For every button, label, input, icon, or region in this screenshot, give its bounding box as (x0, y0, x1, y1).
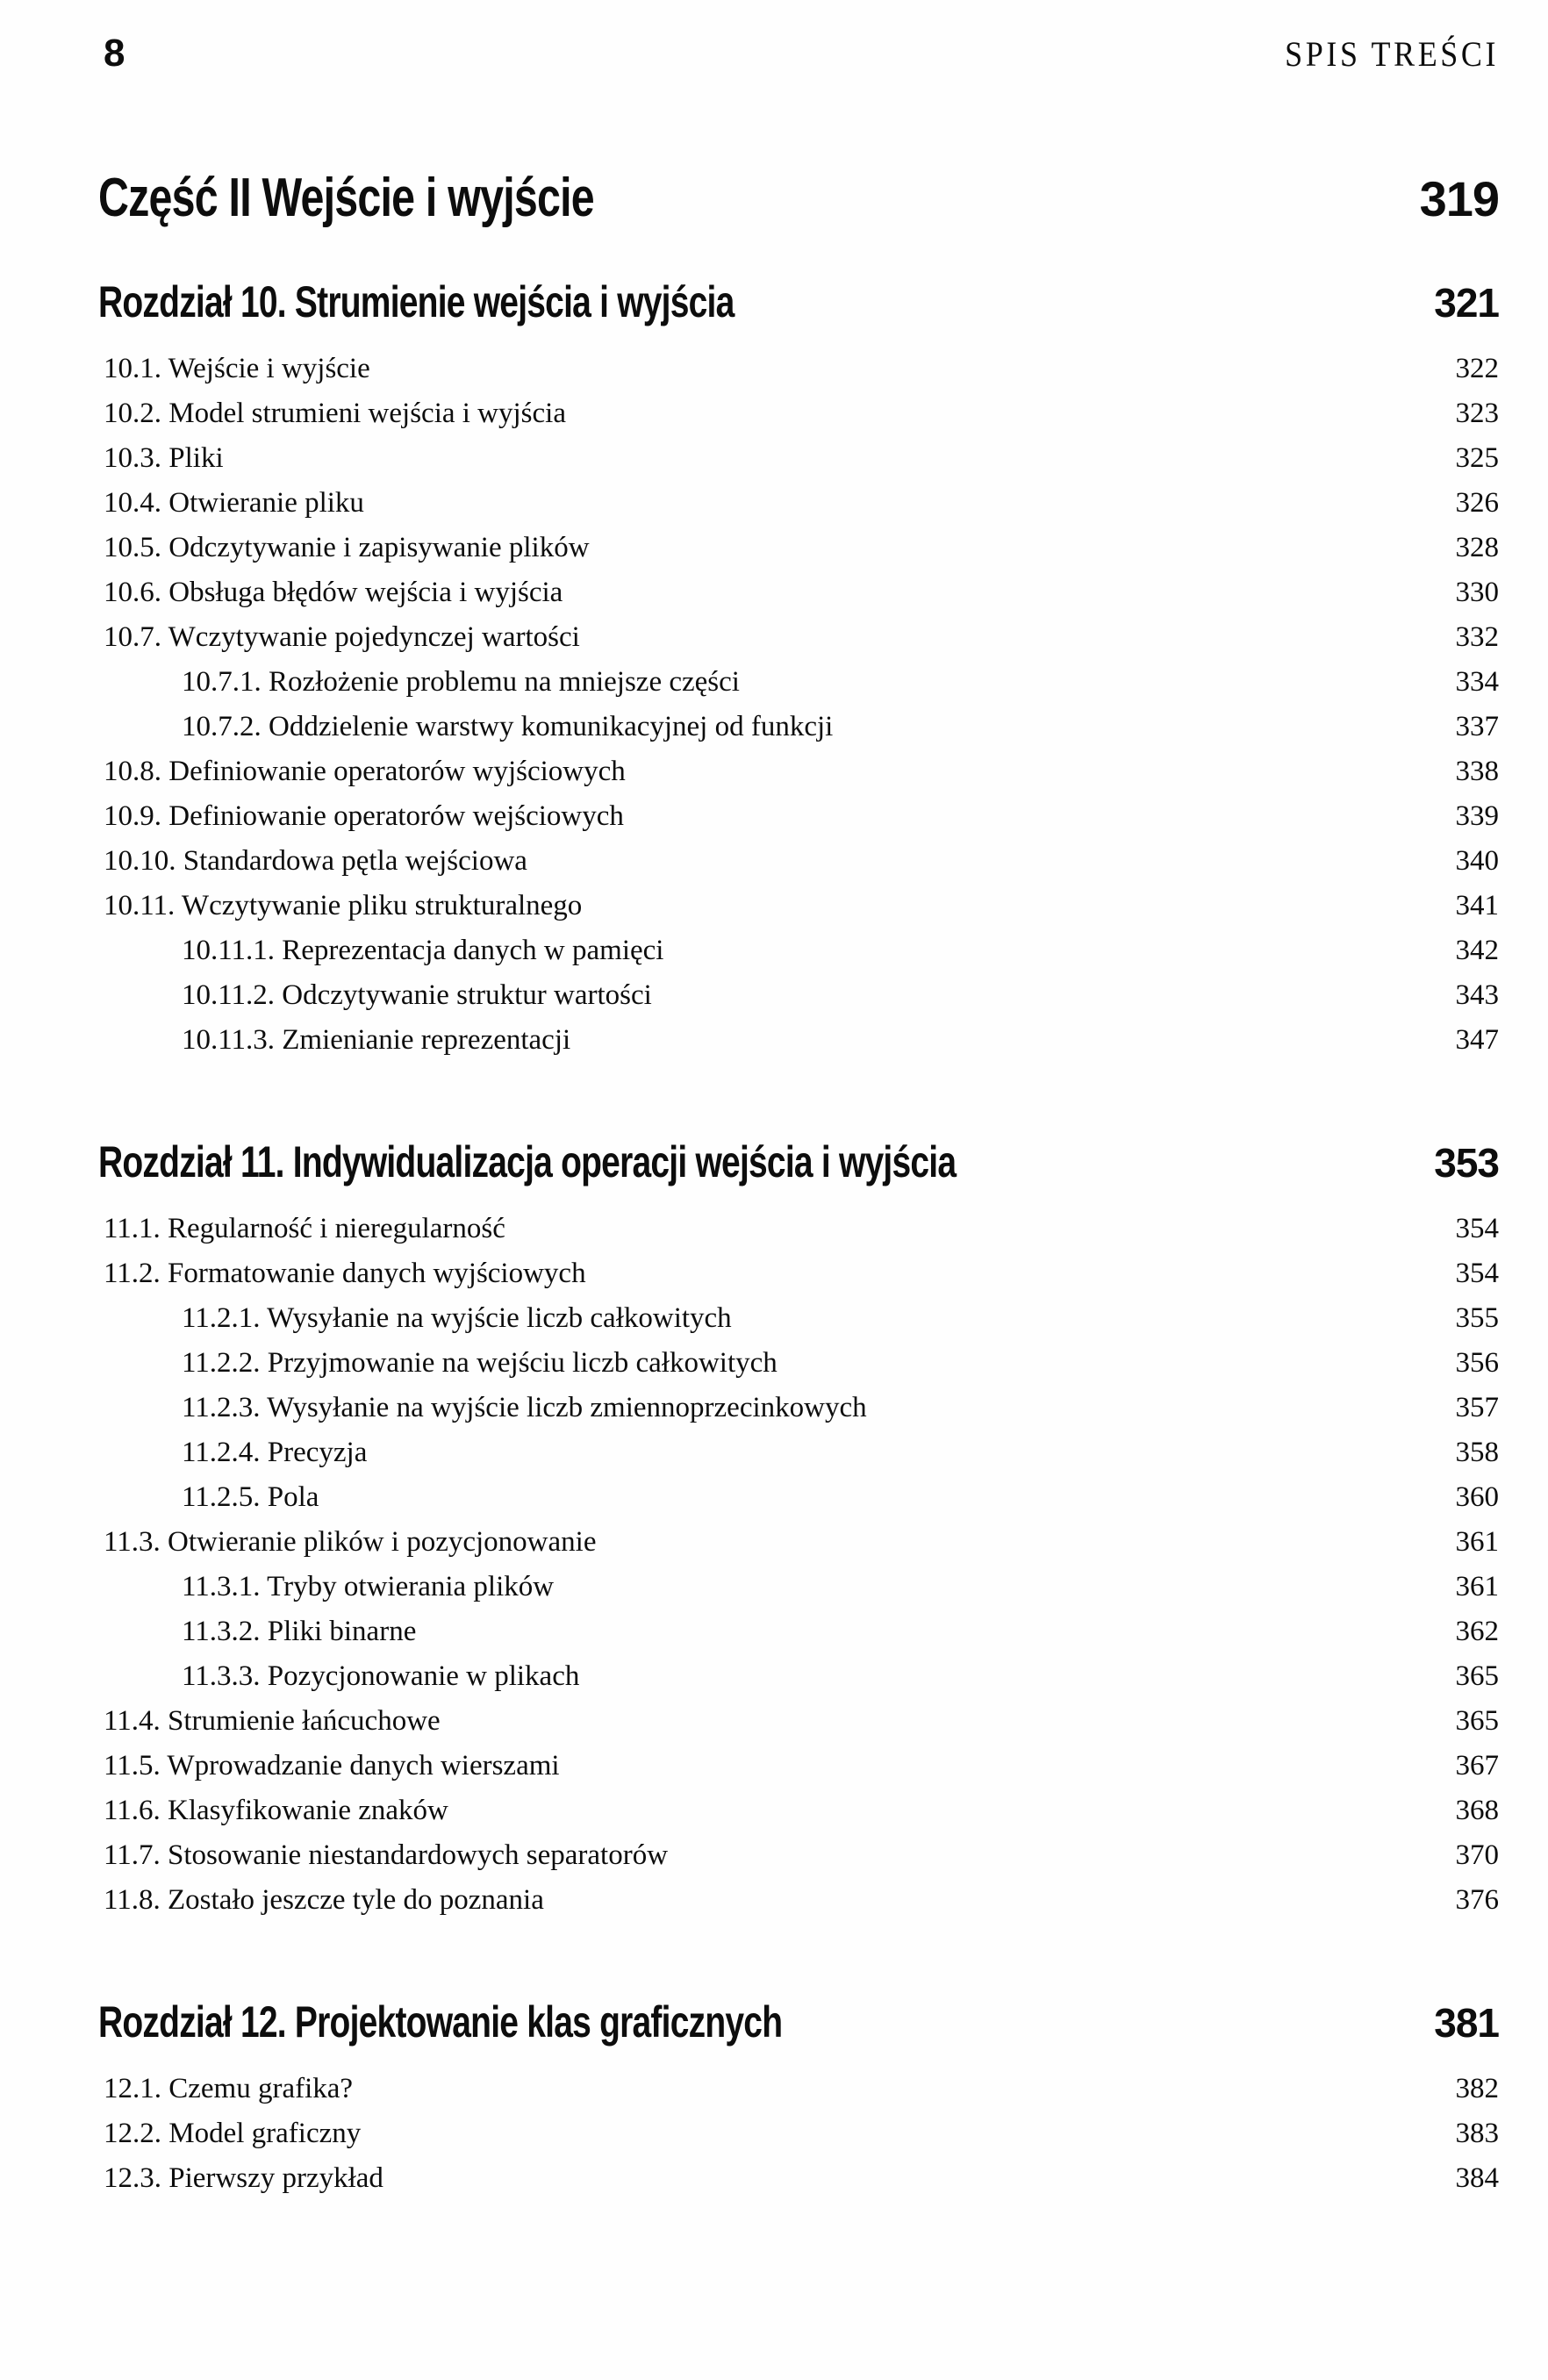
toc-entry (98, 1878, 1499, 1923)
entry-page-number: 360 (1455, 1481, 1499, 1513)
entry-label: 10.11.1. Reprezentacja danych w pamięci (182, 935, 664, 966)
entry-page-number: 384 (1455, 2162, 1499, 2194)
entry-page-number: 365 (1455, 1705, 1499, 1737)
entry-label: 11.6. Klasyfikowanie znaków (104, 1795, 448, 1826)
toc-entry (98, 1654, 1499, 1699)
entry-label: 11.4. Strumienie łańcuchowe (104, 1705, 441, 1737)
entry-label: 11.2.2. Przyjmowanie na wejściu liczb całkowitych (182, 1347, 778, 1379)
entry-label: 12.1. Czemu grafika? (104, 2073, 354, 2104)
entry-label: 11.1. Regularność i nieregularność (104, 1213, 505, 1244)
entry-label: 11.2.4. Precyzja (182, 1437, 368, 1468)
chapter-page-number: 353 (1434, 1140, 1499, 1186)
toc-entry (98, 1430, 1499, 1475)
entry-page-number: 383 (1455, 2118, 1499, 2149)
entry-label: 10.3. Pliki (104, 442, 224, 474)
entry-page-number: 361 (1455, 1526, 1499, 1558)
entry-label: 10.2. Model strumieni wejścia i wyjścia (104, 398, 566, 429)
entry-label: 10.10. Standardowa pętla wejściowa (104, 845, 527, 877)
entry-page-number: 332 (1455, 621, 1499, 653)
entry-page-number: 341 (1455, 890, 1499, 921)
part-page-number: 319 (1419, 171, 1499, 226)
entry-label: 10.5. Odczytywanie i zapisywanie plików (104, 532, 590, 563)
toc-entry (98, 1744, 1499, 1789)
chapter-section (98, 1139, 1499, 1923)
toc-entry (98, 1018, 1499, 1063)
chapter-title: Rozdział 11. Indywidualizacja operacji wejścia i wyjścia (98, 1137, 957, 1186)
toc-entry (98, 1833, 1499, 1878)
entry-page-number: 382 (1455, 2073, 1499, 2104)
chapter-title: Rozdział 10. Strumienie wejścia i wyjścia (98, 277, 735, 326)
entry-page-number: 343 (1455, 979, 1499, 1011)
chapter-title: Rozdział 12. Projektowanie klas graficznych (98, 1997, 783, 2047)
entry-page-number: 355 (1455, 1302, 1499, 1334)
toc-entry (98, 884, 1499, 928)
part-title: Część II Wejście i wyjście (98, 168, 594, 228)
toc-entry (98, 1520, 1499, 1565)
entry-page-number: 334 (1455, 666, 1499, 698)
entry-label: 10.6. Obsługa błędów wejścia i wyjścia (104, 577, 563, 608)
entry-label: 11.8. Zostało jeszcze tyle do poznania (104, 1884, 544, 1916)
entry-label: 11.2.5. Pola (182, 1481, 319, 1513)
entry-page-number: 367 (1455, 1750, 1499, 1781)
entry-page-number: 356 (1455, 1347, 1499, 1379)
toc-entry (98, 705, 1499, 749)
chapter-heading-row (98, 1139, 1499, 1185)
chapter-heading-row (98, 1999, 1499, 2045)
chapter-entries (98, 347, 1499, 1063)
entry-label: 10.7. Wczytywanie pojedynczej wartości (104, 621, 580, 653)
entry-page-number: 339 (1455, 800, 1499, 832)
entry-page-number: 358 (1455, 1437, 1499, 1468)
entry-page-number: 376 (1455, 1884, 1499, 1916)
toc-entry (98, 436, 1499, 481)
part-heading-row (98, 167, 1499, 231)
entry-page-number: 325 (1455, 442, 1499, 474)
entry-label: 10.7.1. Rozłożenie problemu na mniejsze części (182, 666, 740, 698)
entry-page-number: 338 (1455, 756, 1499, 787)
chapters (98, 279, 1499, 2277)
entry-label: 11.3.1. Tryby otwierania plików (182, 1571, 555, 1602)
entry-page-number: 365 (1455, 1660, 1499, 1692)
toc-entry (98, 749, 1499, 794)
chapter-section (98, 1999, 1499, 2201)
entry-label: 11.2. Formatowanie danych wyjściowych (104, 1258, 586, 1289)
entry-label: 10.11.2. Odczytywanie struktur wartości (182, 979, 652, 1011)
entry-label: 11.5. Wprowadzanie danych wierszami (104, 1750, 560, 1781)
entry-page-number: 370 (1455, 1839, 1499, 1871)
entry-label: 11.3.3. Pozycjonowanie w plikach (182, 1660, 580, 1692)
entry-page-number: 347 (1455, 1024, 1499, 1056)
toc-entry (98, 1475, 1499, 1520)
entry-page-number: 337 (1455, 711, 1499, 742)
toc-entry (98, 526, 1499, 570)
toc-entry (98, 1251, 1499, 1296)
entry-page-number: 362 (1455, 1616, 1499, 1647)
entry-page-number: 361 (1455, 1571, 1499, 1602)
chapter-heading-row (98, 279, 1499, 325)
toc-entry (98, 660, 1499, 705)
entry-page-number: 342 (1455, 935, 1499, 966)
entry-label: 11.2.1. Wysyłanie na wyjście liczb całkowitych (182, 1302, 732, 1334)
entry-page-number: 323 (1455, 398, 1499, 429)
toc-entry (98, 2111, 1499, 2156)
chapter-entries (98, 2067, 1499, 2201)
toc-entry (98, 347, 1499, 391)
entry-label: 10.7.2. Oddzielenie warstwy komunikacyjnej od funkcji (182, 711, 834, 742)
toc-entry (98, 1207, 1499, 1251)
chapter-section (98, 279, 1499, 1063)
entry-label: 11.7. Stosowanie niestandardowych separatorów (104, 1839, 669, 1871)
entry-label: 10.11. Wczytywanie pliku strukturalnego (104, 890, 583, 921)
toc-entry (98, 1789, 1499, 1833)
running-header (104, 32, 1499, 76)
toc-entry (98, 1609, 1499, 1654)
entry-page-number: 326 (1455, 487, 1499, 519)
running-head-title: SPIS TREŚCI (1284, 34, 1499, 74)
entry-page-number: 340 (1455, 845, 1499, 877)
entry-label: 10.9. Definiowanie operatorów wejściowych (104, 800, 624, 832)
toc-entry (98, 973, 1499, 1018)
entry-label: 11.3. Otwieranie plików i pozycjonowanie (104, 1526, 597, 1558)
toc-entry (98, 839, 1499, 884)
entry-page-number: 330 (1455, 577, 1499, 608)
entry-label: 12.3. Pierwszy przykład (104, 2162, 383, 2194)
entry-label: 11.2.3. Wysyłanie na wyjście liczb zmiennoprzecinkowych (182, 1392, 867, 1423)
page-number-folio: 8 (104, 32, 125, 75)
toc-entry (98, 570, 1499, 615)
toc-entry (98, 615, 1499, 660)
entry-page-number: 357 (1455, 1392, 1499, 1423)
entry-label: 10.1. Wejście i wyjście (104, 353, 370, 384)
entry-page-number: 322 (1455, 353, 1499, 384)
chapter-entries (98, 1207, 1499, 1923)
entry-label: 11.3.2. Pliki binarne (182, 1616, 417, 1647)
entry-label: 10.4. Otwieranie pliku (104, 487, 364, 519)
toc-entry (98, 2156, 1499, 2201)
entry-label: 12.2. Model graficzny (104, 2118, 362, 2149)
toc-entry (98, 1699, 1499, 1744)
entry-label: 10.11.3. Zmienianie reprezentacji (182, 1024, 571, 1056)
entry-label: 10.8. Definiowanie operatorów wyjściowych (104, 756, 626, 787)
toc-entry (98, 1296, 1499, 1341)
chapter-page-number: 321 (1434, 280, 1499, 326)
toc-entry (98, 2067, 1499, 2111)
toc-entry (98, 928, 1499, 973)
entry-page-number: 328 (1455, 532, 1499, 563)
entry-page-number: 354 (1455, 1213, 1499, 1244)
toc-entry (98, 1386, 1499, 1430)
toc-entry (98, 1341, 1499, 1386)
entry-page-number: 368 (1455, 1795, 1499, 1826)
toc-entry (98, 481, 1499, 526)
entry-page-number: 354 (1455, 1258, 1499, 1289)
toc-entry (98, 391, 1499, 436)
toc-entry (98, 1565, 1499, 1609)
toc-entry (98, 794, 1499, 839)
chapter-page-number: 381 (1434, 2000, 1499, 2046)
